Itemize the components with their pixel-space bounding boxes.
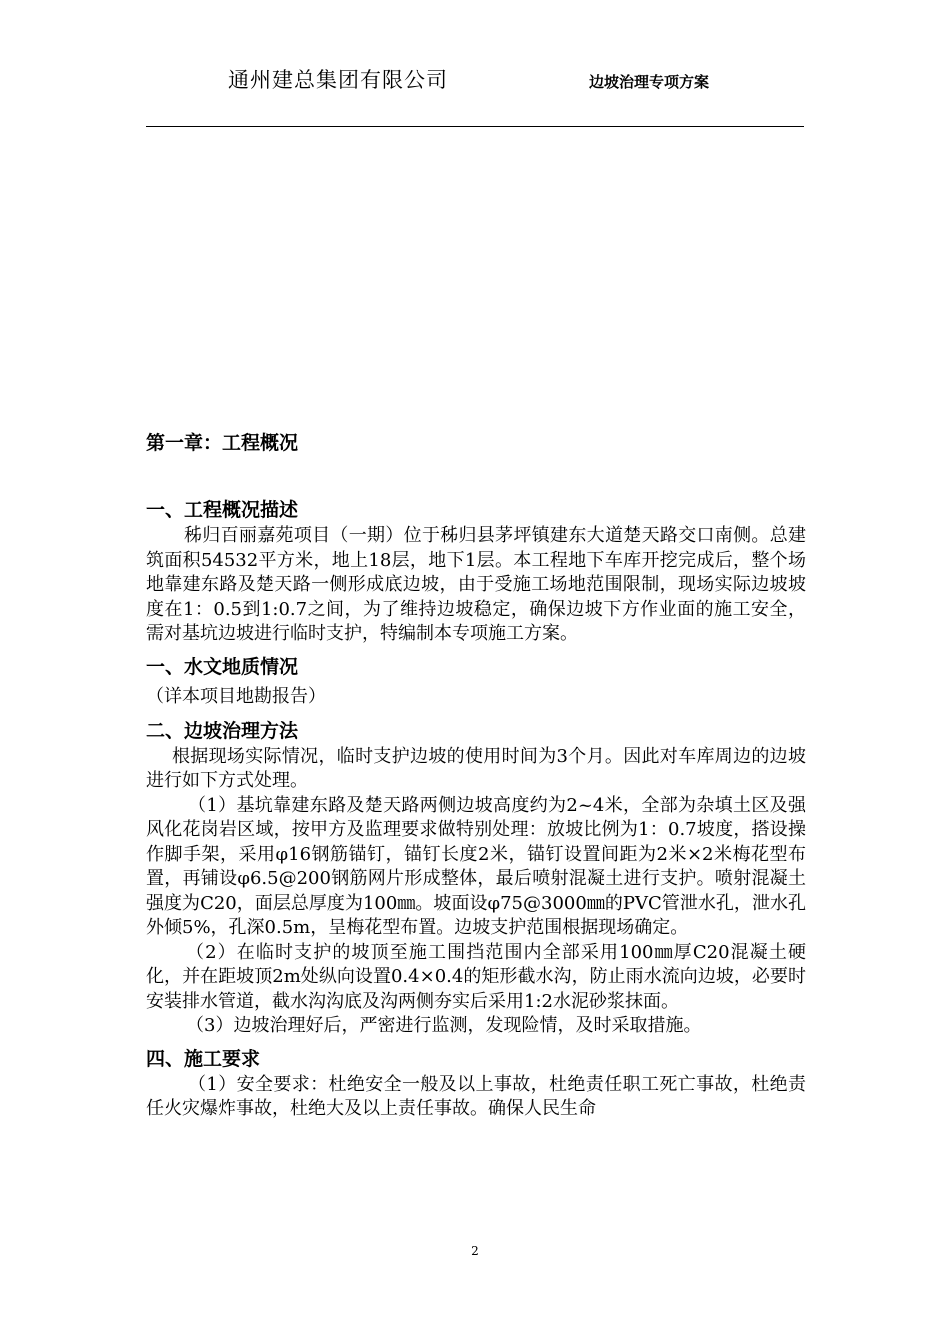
section-overview-heading: 一、工程概况描述: [146, 499, 299, 521]
page-number: 2: [471, 1244, 479, 1258]
section-requirements-item-1: （1）安全要求：杜绝安全一般及以上事故，杜绝责任职工死亡事故，杜绝责任火灾爆炸事故，杜绝大及以上责任事故。确保人民生命: [146, 1073, 806, 1119]
section-hydrogeology-note: （详本项目地勘报告）: [146, 685, 326, 707]
section-hydrogeology-heading: 一、水文地质情况: [146, 655, 299, 678]
section-method-item-3: （3）边坡治理好后，严密进行监测，发现险情，及时采取措施。: [186, 1015, 702, 1036]
section-method-item-1: （1）基坑靠建东路及楚天路两侧边坡高度约为2~4米，全部为杂填土区及强风化花岗岩区域，按甲方及监理要求做特别处理：放坡比例为1：0.7坡度，搭设操作脚手架，采用φ16钢筋锚钉，锚钉长度2米，锚钉设置间距为2米×2米梅花型布置，再铺设φ6.5@200钢筋网片形成整体，最后喷射混凝土进行支护。喷射混凝土强度为C20，面层总厚度为100㎜。坡面设φ75@3000㎜的PVC管泄水孔，泄水孔外倾5%，孔深0.5m，呈梅花型布置。边坡支护范围根据现场确定。: [146, 794, 806, 938]
section-overview-paragraph: 秭归百丽嘉苑项目（一期）位于秭归县茅坪镇建东大道楚天路交口南侧。总建筑面积54532平方米，地上18层，地下1层。本工程地下车库开挖完成后，整个场地靠建东路及楚天路一侧形成底边坡，由于受施工场地范围限制，现场实际边坡坡度在1：0.5到1:0.7之间，为了维持边坡稳定，确保边坡下方作业面的施工安全，需对基坑边坡进行临时支护，特编制本专项施工方案。: [146, 525, 806, 644]
section-method-intro: 根据现场实际情况，临时支护边坡的使用时间为3个月。因此对车库周边的边坡进行如下方式处理。: [146, 745, 806, 791]
header-company: 通州建总集团有限公司: [228, 68, 448, 92]
header-document-title: 边坡治理专项方案: [589, 73, 710, 91]
document-body: [146, 496, 806, 1122]
chapter-title: 第一章：工程概况: [146, 432, 299, 454]
section-method-item-2: （2）在临时支护的坡顶至施工围挡范围内全部采用100㎜厚C20混凝土硬化，并在距坡顶2m处纵向设置0.4×0.4的矩形截水沟，防止雨水流向边坡，必要时安装排水管道，截水沟沟底及沟两侧夯实后采用1:2水泥砂浆抹面。: [146, 941, 806, 1012]
header-rule: [146, 126, 804, 127]
section-requirements-heading: 四、施工要求: [146, 1047, 261, 1070]
section-method-heading: 二、边坡治理方法: [146, 719, 299, 742]
